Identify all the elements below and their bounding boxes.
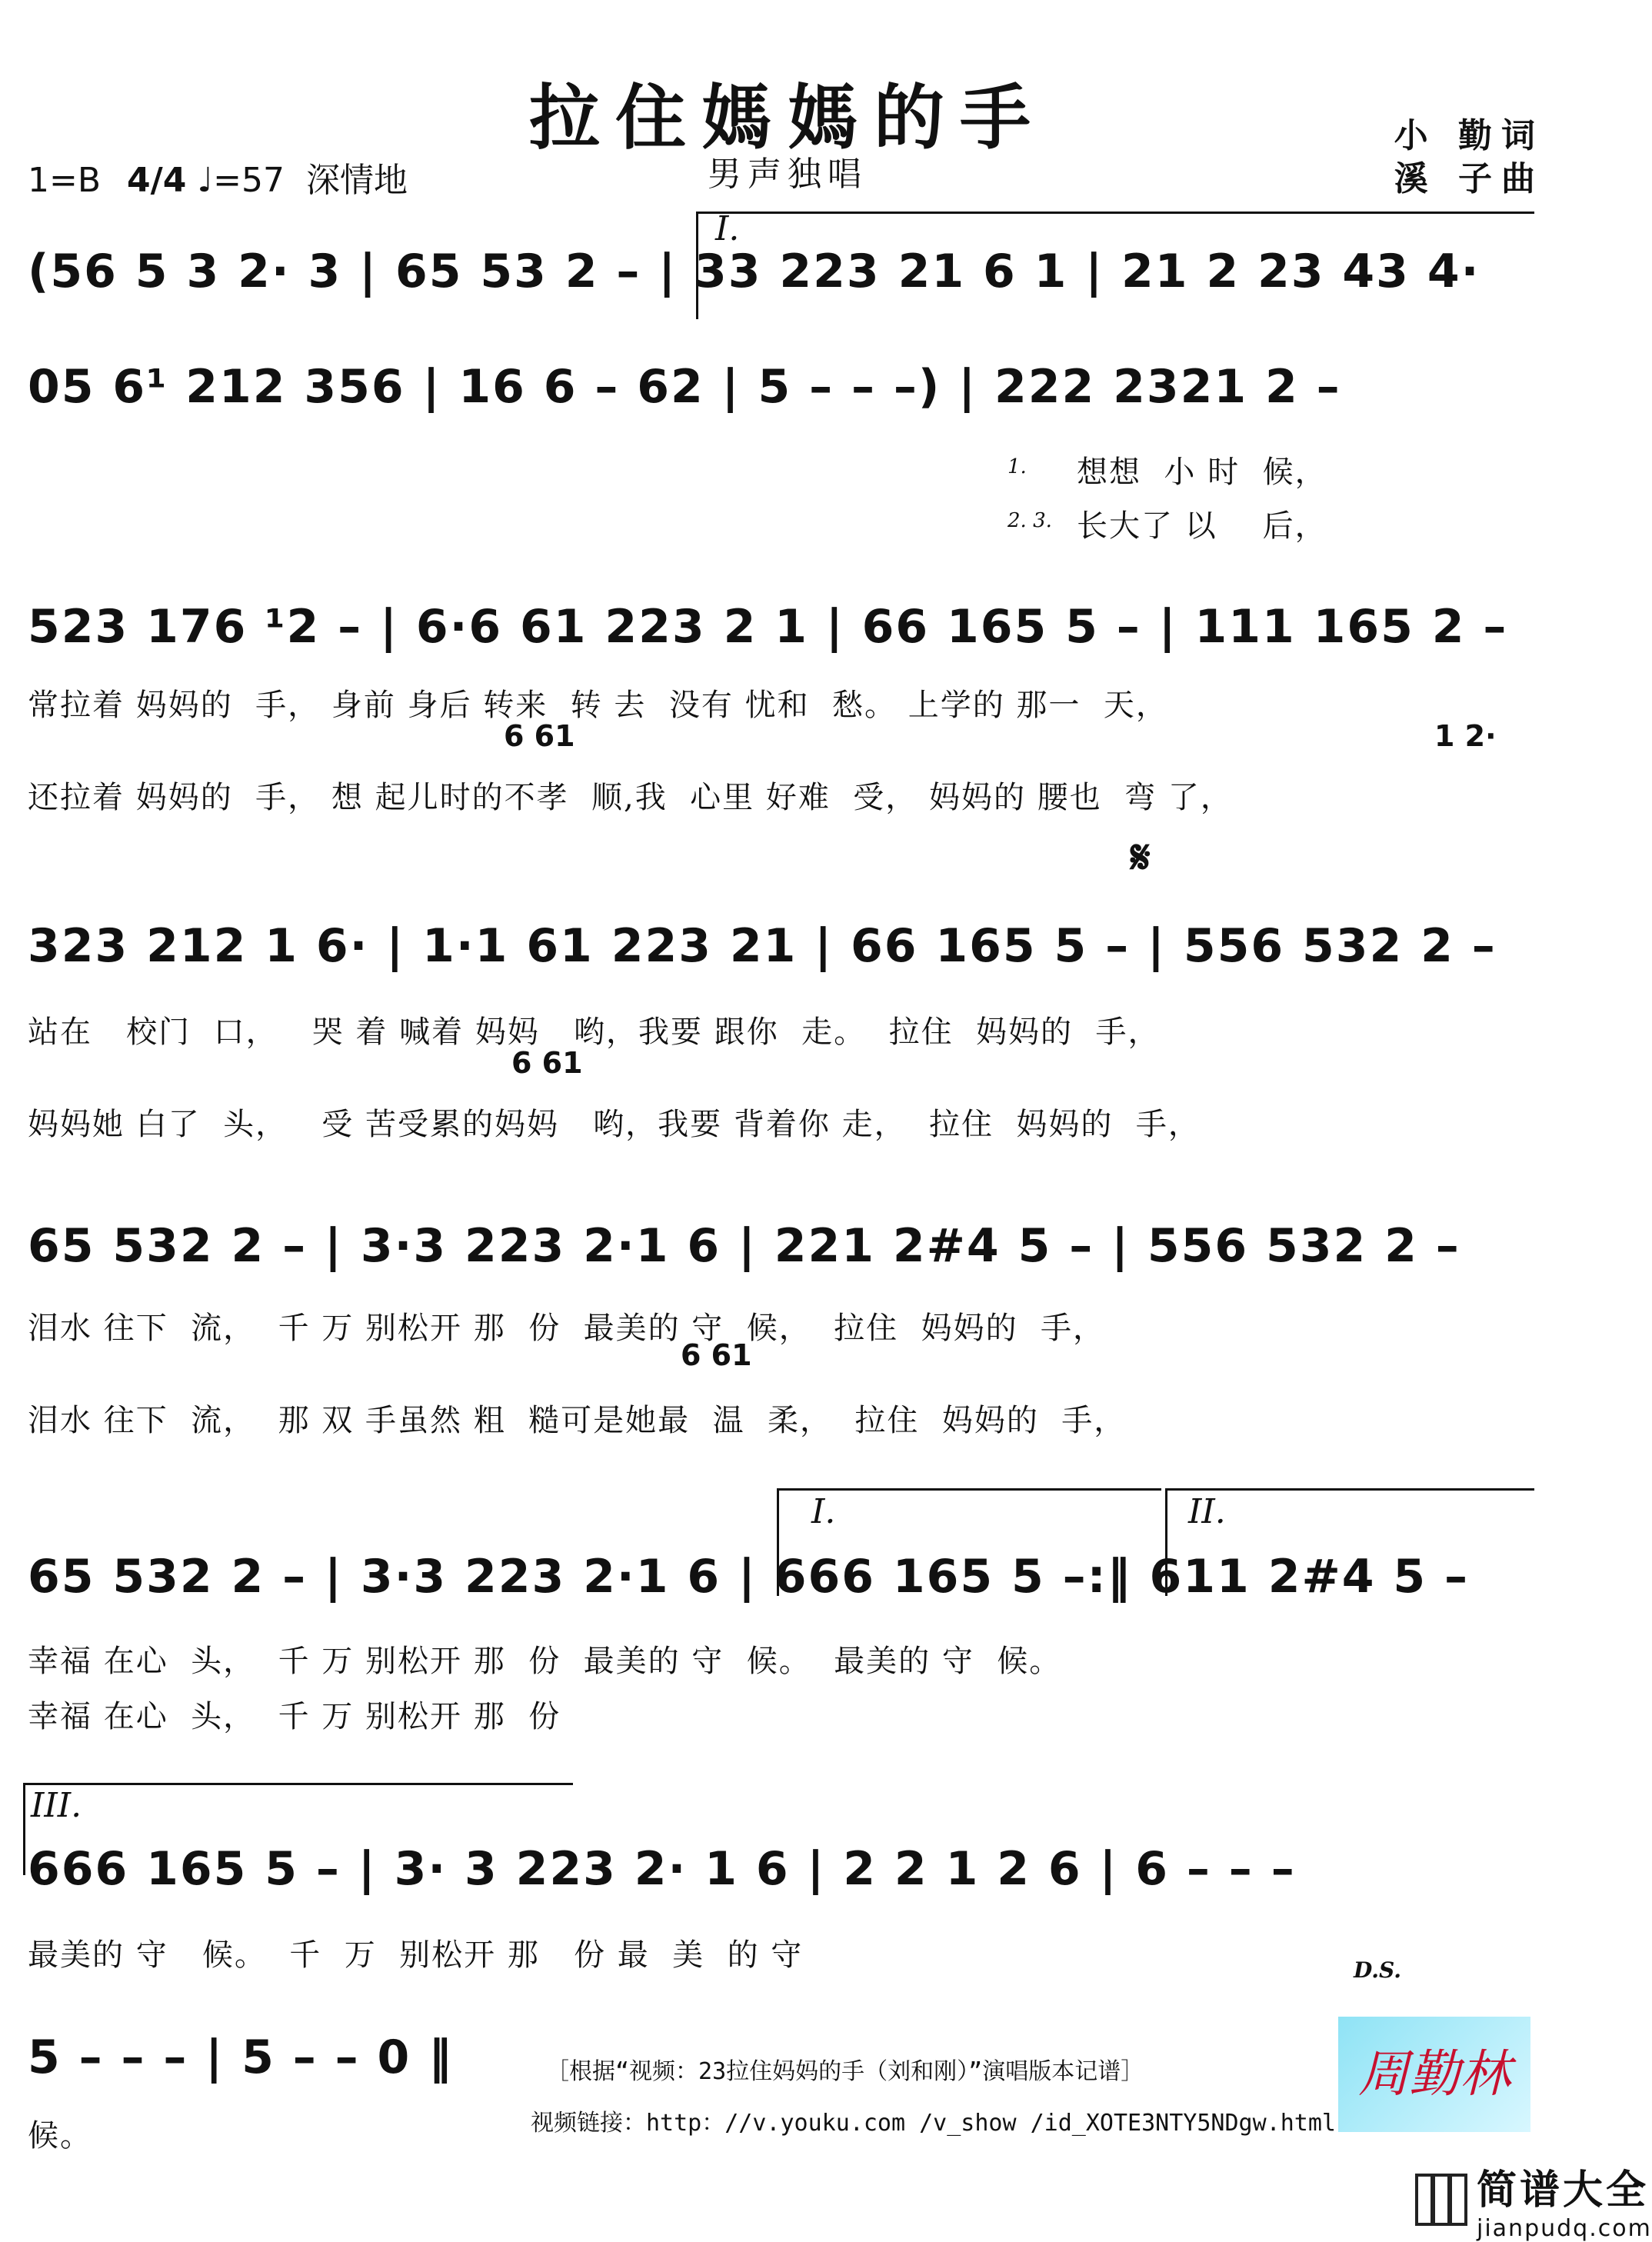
notation-line-1: (56 5 3 2· 3 | 65 53 2 – | 33 223 21 6 1 | 21 2 23 43 4· [28,245,1480,298]
composer-credit: 溪 子曲 [1394,159,1544,198]
alt-notes-5: 6 61 [681,1338,752,1372]
site-name: 简谱大全 [1477,2167,1650,2214]
lyric-line-7a: 最美的 守 候。 千 万 别松开 那 份 最 美 的 守 [28,1937,804,1973]
notation-line-8: 5 – – – | 5 – – 0 ‖ [28,2030,454,2084]
volta-bracket [696,212,1534,214]
notation-line-7: 666 165 5 – | 3· 3 223 2· 1 6 | 2 2 1 2 6 | 6 – – – [28,1842,1296,1896]
lyric-line-6b: 幸福 在心 头， 千 万 别松开 那 份 [28,1699,561,1734]
lyric-line-6a: 幸福 在心 头， 千 万 别松开 那 份 最美的 守 候。 最美的 守 候。 [28,1644,1062,1679]
notation-line-2: 05 6¹ 212 356 | 16 6 – 62 | 5 – – –) | 222 2321 2 – [28,360,1341,414]
lyric-line-5a: 泪水 往下 流， 千 万 别松开 那 份 最美的 守 候， 拉住 妈妈的 手， [28,1311,1106,1346]
lyric-line-4a: 站在 校门 口， 哭 着 喊着 妈妈 哟，我要 跟你 走。 拉住 妈妈的 手， [28,1014,1161,1050]
volta-3-edge [23,1783,25,1875]
notation-line-3: 523 176 ¹2 – | 6·6 61 223 2 1 | 66 165 5 – | 111 165 2 – [28,600,1508,654]
site-logo[interactable] [1415,2157,1652,2242]
lyric-line-5b: 泪水 往下 流， 那 双 手虽然 粗 糙可是她最 温 柔， 拉住 妈妈的 手， [28,1403,1127,1438]
source-note: ［根据“视频：23拉住妈妈的手（刘和刚）”演唱版本记谱］ [546,2058,1144,2085]
notation-line-4: 323 212 1 6· | 1·1 61 223 21 | 66 165 5 – | 556 532 2 – [28,919,1497,973]
lyric-line-4b: 妈妈她 白了 头， 受 苦受累的妈妈 哟，我要 背着你 走， 拉住 妈妈的 手， [28,1107,1201,1142]
volta-1-bracket [777,1488,1161,1491]
volta-1-label-b: I. [811,1492,836,1531]
lyric-line-2a: 想想 小 时 候， [1077,455,1327,490]
alt-notes-3a: 6 61 [504,719,575,753]
site-url: jianpudq.com [1477,2215,1652,2242]
lyric-line-8a: 候。 [28,2118,92,2154]
lyricist-credit: 小 勤词 [1394,116,1544,155]
ds-mark: D.S. [1354,1957,1402,1983]
volta-2-label: II. [1188,1492,1226,1531]
volta-2-bracket [1165,1488,1534,1491]
alt-notes-4: 6 61 [511,1046,583,1080]
time-signature: 4/4 [127,161,187,200]
volta-3-label: III. [31,1786,82,1825]
lyric-line-3a: 常拉着 妈妈的 手， 身前 身后 转来 转 去 没有 忧和 愁。 上学的 那一 天， [28,688,1168,723]
notation-line-6: 65 532 2 – | 3·3 223 2·1 6 | 666 165 5 –:‖ 611 2#4 5 – [28,1550,1469,1604]
verse-1-mark: 1. [1008,455,1027,478]
expression-marking: 深情地 [305,161,408,200]
notation-line-5: 65 532 2 – | 3·3 223 2·1 6 | 221 2#4 5 – | 556 532 2 – [28,1219,1460,1273]
alt-notes-3b: 1 2· [1434,719,1497,753]
transcriber-signature: 周勤林 [1338,2017,1530,2132]
lyric-line-2b: 长大了 以 后， [1077,508,1327,544]
lyric-line-3b: 还拉着 妈妈的 手， 想 起儿时的不孝 顺,我 心里 好难 受， 妈妈的 腰也 弯 了， [28,780,1233,815]
volta-1-label: I. [715,209,740,248]
tempo-marking: ♩=57 [197,161,285,200]
key-tempo-line [28,152,408,202]
segno-mark: 𝄋 [1131,831,1151,884]
volta-3-bracket [23,1783,573,1785]
key-signature: 1=B [28,161,102,200]
video-link[interactable]: 视频链接：http：//v.youku.com /v_show /id_XOTE3NTY5NDgw.html [531,2110,1336,2137]
verse-23-mark: 2. 3. [1008,509,1052,532]
song-title: 拉住媽媽的手 [528,76,1046,159]
song-subtitle: 男声独唱 [708,155,868,194]
piano-keys-icon [1415,2174,1467,2226]
